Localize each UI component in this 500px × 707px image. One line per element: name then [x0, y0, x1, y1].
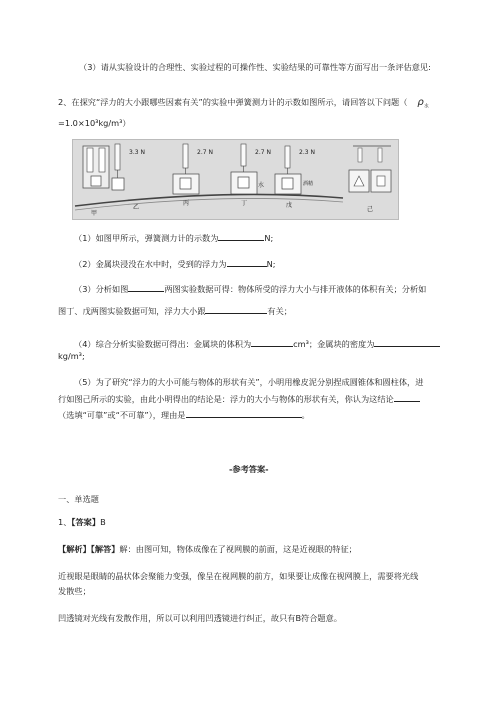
- reading-1: 3.3 N: [129, 149, 145, 156]
- label-ji: 己: [367, 206, 374, 213]
- spring-scale-yi: [115, 144, 120, 170]
- spring-scale-a: [87, 148, 93, 172]
- sub2-unit: N;: [266, 259, 276, 269]
- analysis-line2: 近视眼是眼睛的晶状体会聚能力变强，像呈在视网膜的前方，如果要让成像在视网膜上，需要将光线: [58, 571, 419, 581]
- label-bing: 丙: [183, 200, 190, 207]
- rho-symbol: ρ: [417, 97, 424, 108]
- table-curve-shadow: [75, 198, 343, 210]
- reading-4: 2.3 N: [299, 149, 315, 156]
- sub3-text-a: （3）分析如图: [74, 284, 129, 294]
- q1-item3: （3）请从实验设计的合理性、实验过程的可操作性、实验结果的可靠性等方面写出一条评估意见:: [79, 62, 431, 72]
- q2-sub5-line3: [58, 409, 310, 421]
- answer-value: B: [100, 517, 106, 527]
- section-title: 一、单选题: [58, 494, 99, 504]
- label-yi: 乙: [133, 204, 140, 211]
- analysis-line1: [58, 544, 357, 555]
- spring-scale-b: [99, 148, 105, 172]
- scale-ji-2: [378, 148, 382, 162]
- analysis-text-1: 解：由图可知，物体成像在了视网膜的前面，这是近视眼的特征；: [119, 544, 357, 554]
- answer-q1: [58, 517, 106, 528]
- analysis-tag: 【解析】【解答】: [58, 544, 120, 554]
- block-bing: [180, 178, 191, 189]
- answer-blank-5[interactable]: [251, 338, 293, 347]
- answer-blank-6[interactable]: [374, 338, 440, 347]
- analysis-line4: 凹透镜对光线有发散作用，所以可以利用凹透镜进行纠正，故只有B符合题意。: [58, 613, 342, 623]
- answer-blank-3[interactable]: [128, 283, 164, 292]
- q2-sub5-line1: （5）为了研究“浮力的大小可能与物体的形状有关”，小明用橡皮泥分别捏成圆锥体和圆柱体，进: [74, 377, 424, 387]
- spring-scale-bing: [183, 144, 188, 168]
- sub5-text-d: 。: [301, 410, 310, 420]
- table-curve: [75, 194, 343, 206]
- liquid-tag-alcohol: 酒精: [303, 181, 314, 187]
- q2-sub5-line2: [58, 393, 420, 405]
- q2-sub4-line1: [74, 338, 440, 350]
- answer-header: -参考答案-: [229, 464, 269, 474]
- sub5-text: 行如图己所示的实验，由此小明得出的结论是：浮力的大小与物体的形状有关，你认为这结论: [58, 394, 394, 404]
- sub2-text: （2）金属块浸没在水中时，受到的浮力为: [74, 259, 227, 269]
- reading-3: 2.7 N: [255, 149, 271, 156]
- sub4-text-a: （4）综合分析实验数据可得出：金属块的体积为: [74, 339, 252, 349]
- q2-sub1: [74, 232, 273, 244]
- q2-stem-line1: [58, 97, 429, 113]
- rho-subscript: 水: [423, 103, 429, 110]
- sub3-text-c: 图丁、戊两图实验数据可知，浮力大小跟: [58, 306, 206, 316]
- q2-stem-text: 2、在探究“浮力的大小跟哪些因素有关”的实验中弹簧测力计的示数如图所示，请回答以下问题（: [58, 97, 408, 107]
- sub3-text-b: 两图实验数据可得：物体所受的浮力大小与排开液体的体积有关；分析如: [164, 284, 427, 294]
- reading-2: 2.7 N: [197, 149, 213, 156]
- label-wu: 戊: [286, 202, 293, 209]
- spring-scale-ding: [241, 144, 246, 166]
- label-ding: 丁: [241, 200, 248, 207]
- experiment-figure: [72, 139, 399, 220]
- q2-sub2: [74, 258, 275, 270]
- sub5-text-c: （选填“可靠”或“不可靠”），理由是: [58, 410, 186, 420]
- answer-q1-num: 1、: [58, 517, 72, 527]
- analysis-line3: 发散些；: [58, 586, 91, 596]
- q2-stem-line2: =1.0×10³kg/m³）: [58, 118, 131, 128]
- sub1-unit: N;: [264, 233, 274, 243]
- answer-blank-2[interactable]: [227, 258, 267, 267]
- answer-tag: 【答案】: [71, 517, 101, 527]
- scale-ji-1: [358, 148, 362, 162]
- label-jia: 甲: [91, 210, 98, 217]
- answer-blank-8[interactable]: [186, 409, 302, 418]
- experiment-illustration: [73, 140, 398, 219]
- sub1-text: （1）如图甲所示，弹簧测力计的示数为: [74, 233, 219, 243]
- block-yi: [112, 178, 124, 190]
- liquid-tag-water: 水: [258, 182, 265, 189]
- answer-blank-7[interactable]: [394, 393, 420, 402]
- answer-blank-1[interactable]: [218, 232, 264, 241]
- sub4-text-b: cm³；金属块的密度为: [293, 339, 375, 349]
- block-wu: [282, 178, 293, 189]
- sub3-text-d: 有关；: [267, 306, 292, 316]
- block-ding: [238, 177, 249, 188]
- q2-sub3-line1: [74, 283, 426, 295]
- spring-scale-wu: [285, 146, 290, 168]
- q2-sub4-line2: kg/m³;: [58, 351, 85, 361]
- block-left: [91, 176, 101, 186]
- q2-sub3-line2: [58, 305, 292, 317]
- answer-blank-4[interactable]: [205, 305, 267, 314]
- clay-cylinder: [377, 176, 385, 186]
